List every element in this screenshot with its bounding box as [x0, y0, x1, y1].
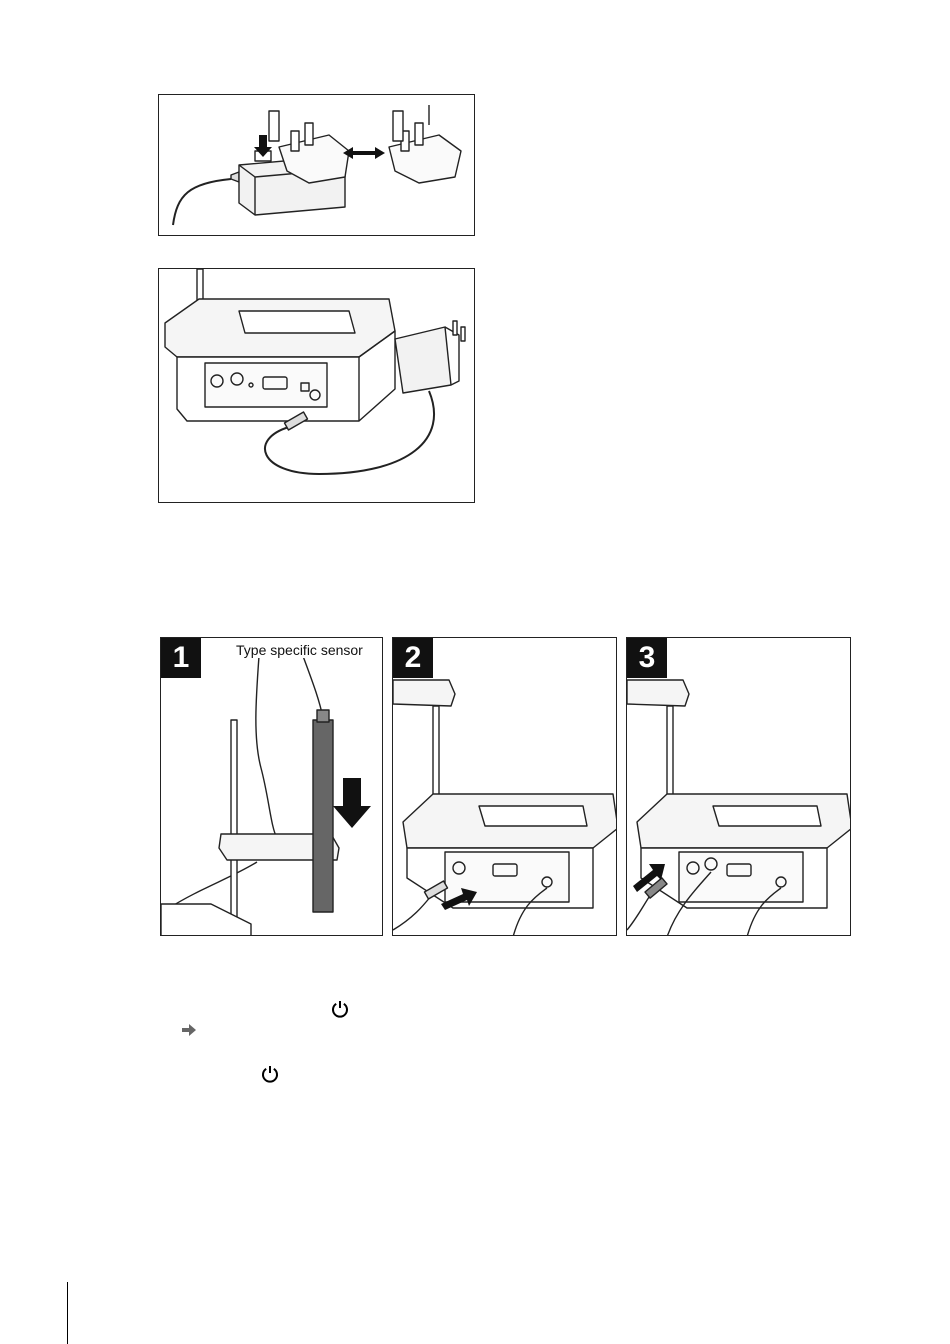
arrow-right-icon	[182, 1024, 196, 1036]
step-2-illustration	[393, 638, 617, 936]
power-connection-illustration	[159, 269, 475, 503]
plug-adapter-figure	[158, 94, 475, 236]
margin-rule	[67, 1282, 68, 1344]
step-3-illustration	[627, 638, 851, 936]
step-1-illustration	[161, 638, 383, 936]
power-connection-figure	[158, 268, 475, 503]
plug-adapter-illustration	[159, 95, 475, 236]
step-number-1: 1	[161, 638, 201, 678]
step-1-figure	[160, 637, 383, 936]
step-3-figure	[626, 637, 851, 936]
power-icon	[260, 1064, 280, 1084]
step-1-caption: Type specific sensor	[233, 642, 366, 658]
step-number-2: 2	[393, 638, 433, 678]
step-number-3: 3	[627, 638, 667, 678]
power-icon	[330, 999, 350, 1019]
step-2-figure	[392, 637, 617, 936]
